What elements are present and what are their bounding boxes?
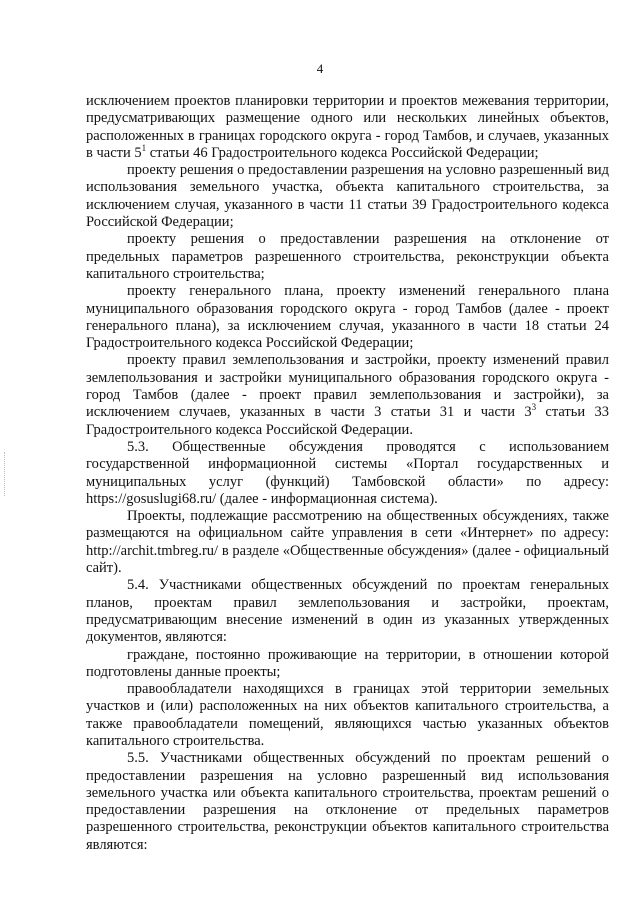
superscript: 3 — [531, 402, 537, 413]
paragraph — [86, 681, 609, 750]
paragraph — [86, 231, 609, 283]
paragraph — [86, 750, 609, 854]
paragraph-text: проекту правил землепользования и застройки, проекту изменений правил землепользования и застройки муниципального образования городского округа - город Тамбов (далее - проект правил землепользования и застройки), за исключением случаев, указанных в части 3 статьи 31 и части 3 — [86, 352, 609, 421]
paragraph-text: 5.5. Участниками общественных обсуждений по проектам решений о предоставлении разрешения на условно разрешенный вид использования земельного участка или объекта капитального строительства, проектам решений о предоставлении разрешения на отклонение от предельных параметров разрешенного строительства, реконструкции объектов капитального строительства являются: — [86, 750, 609, 853]
paragraph — [86, 93, 609, 162]
paragraph — [86, 508, 609, 577]
paragraph — [86, 352, 609, 438]
paragraph — [86, 162, 609, 231]
scan-edge-mark — [4, 452, 7, 496]
paragraph-text: граждане, постоянно проживающие на территории, в отношении которой подготовлены данные проекты; — [86, 646, 609, 680]
paragraph-text: статьи 46 Градостроительного кодекса Российской Федерации; — [146, 144, 539, 161]
paragraph-text: статьи 33 Градостроительного кодекса Российской Федерации. — [86, 404, 609, 438]
paragraph-text: правообладатели находящихся в границах этой территории земельных участков и (или) расположенных на них объектов капитального строительства, а также правообладатели помещений, являющихся частью указанных объектов капитального строительства. — [86, 681, 609, 749]
page-number: 4 — [316, 61, 324, 76]
paragraph — [86, 439, 609, 508]
paragraph-text: проекту генерального плана, проекту изменений генерального плана муниципального образования городского округа - город Тамбов (далее - проект генерального плана), за исключением случая, указанного в части 18 статьи 24 Градостроительного кодекса Российской Федерации; — [86, 283, 609, 352]
paragraph-text: Проекты, подлежащие рассмотрению на общественных обсуждениях, также размещаются на официальном сайте управления в сети «Интернет» по адресу: http://archit.tmbreg.ru/ в разделе «Общественные обсуждения» (далее - официальный сайт). — [86, 508, 609, 577]
document-body — [86, 93, 609, 854]
superscript: 1 — [141, 143, 147, 154]
paragraph-text: 5.3. Общественные обсуждения проводятся с использованием государственной информационной системы «Портал государственных и муниципальных услуг (функций) Тамбовской области» по адресу: https://gosuslugi68.ru/ (далее - информационная система). — [86, 438, 609, 507]
paragraph — [86, 577, 609, 646]
paragraph — [86, 283, 609, 352]
paragraph — [86, 647, 609, 682]
paragraph-text: проекту решения о предоставлении разрешения на условно разрешенный вид использования земельного участка, объекта капитального строительства, за исключением случая, указанного в части 11 статьи 39 Градостроительного кодекса Российской Федерации; — [86, 162, 609, 231]
paragraph-text: 5.4. Участниками общественных обсуждений по проектам генеральных планов, проектам правил землепользования и застройки, проектам, предусматривающим внесение изменений в один из указанных утвержденных документов, являются: — [86, 577, 609, 646]
paragraph-text: исключением проектов планировки территории и проектов межевания территории, предусматривающих размещение одного или нескольких линейных объектов, расположенных в границах городского округа - город Тамбов, и случаев, указанных в части 5 — [86, 93, 609, 161]
paragraph-text: проекту решения о предоставлении разрешения на отклонение от предельных параметров разрешенного строительства, реконструкции объекта капитального строительства; — [86, 231, 609, 282]
